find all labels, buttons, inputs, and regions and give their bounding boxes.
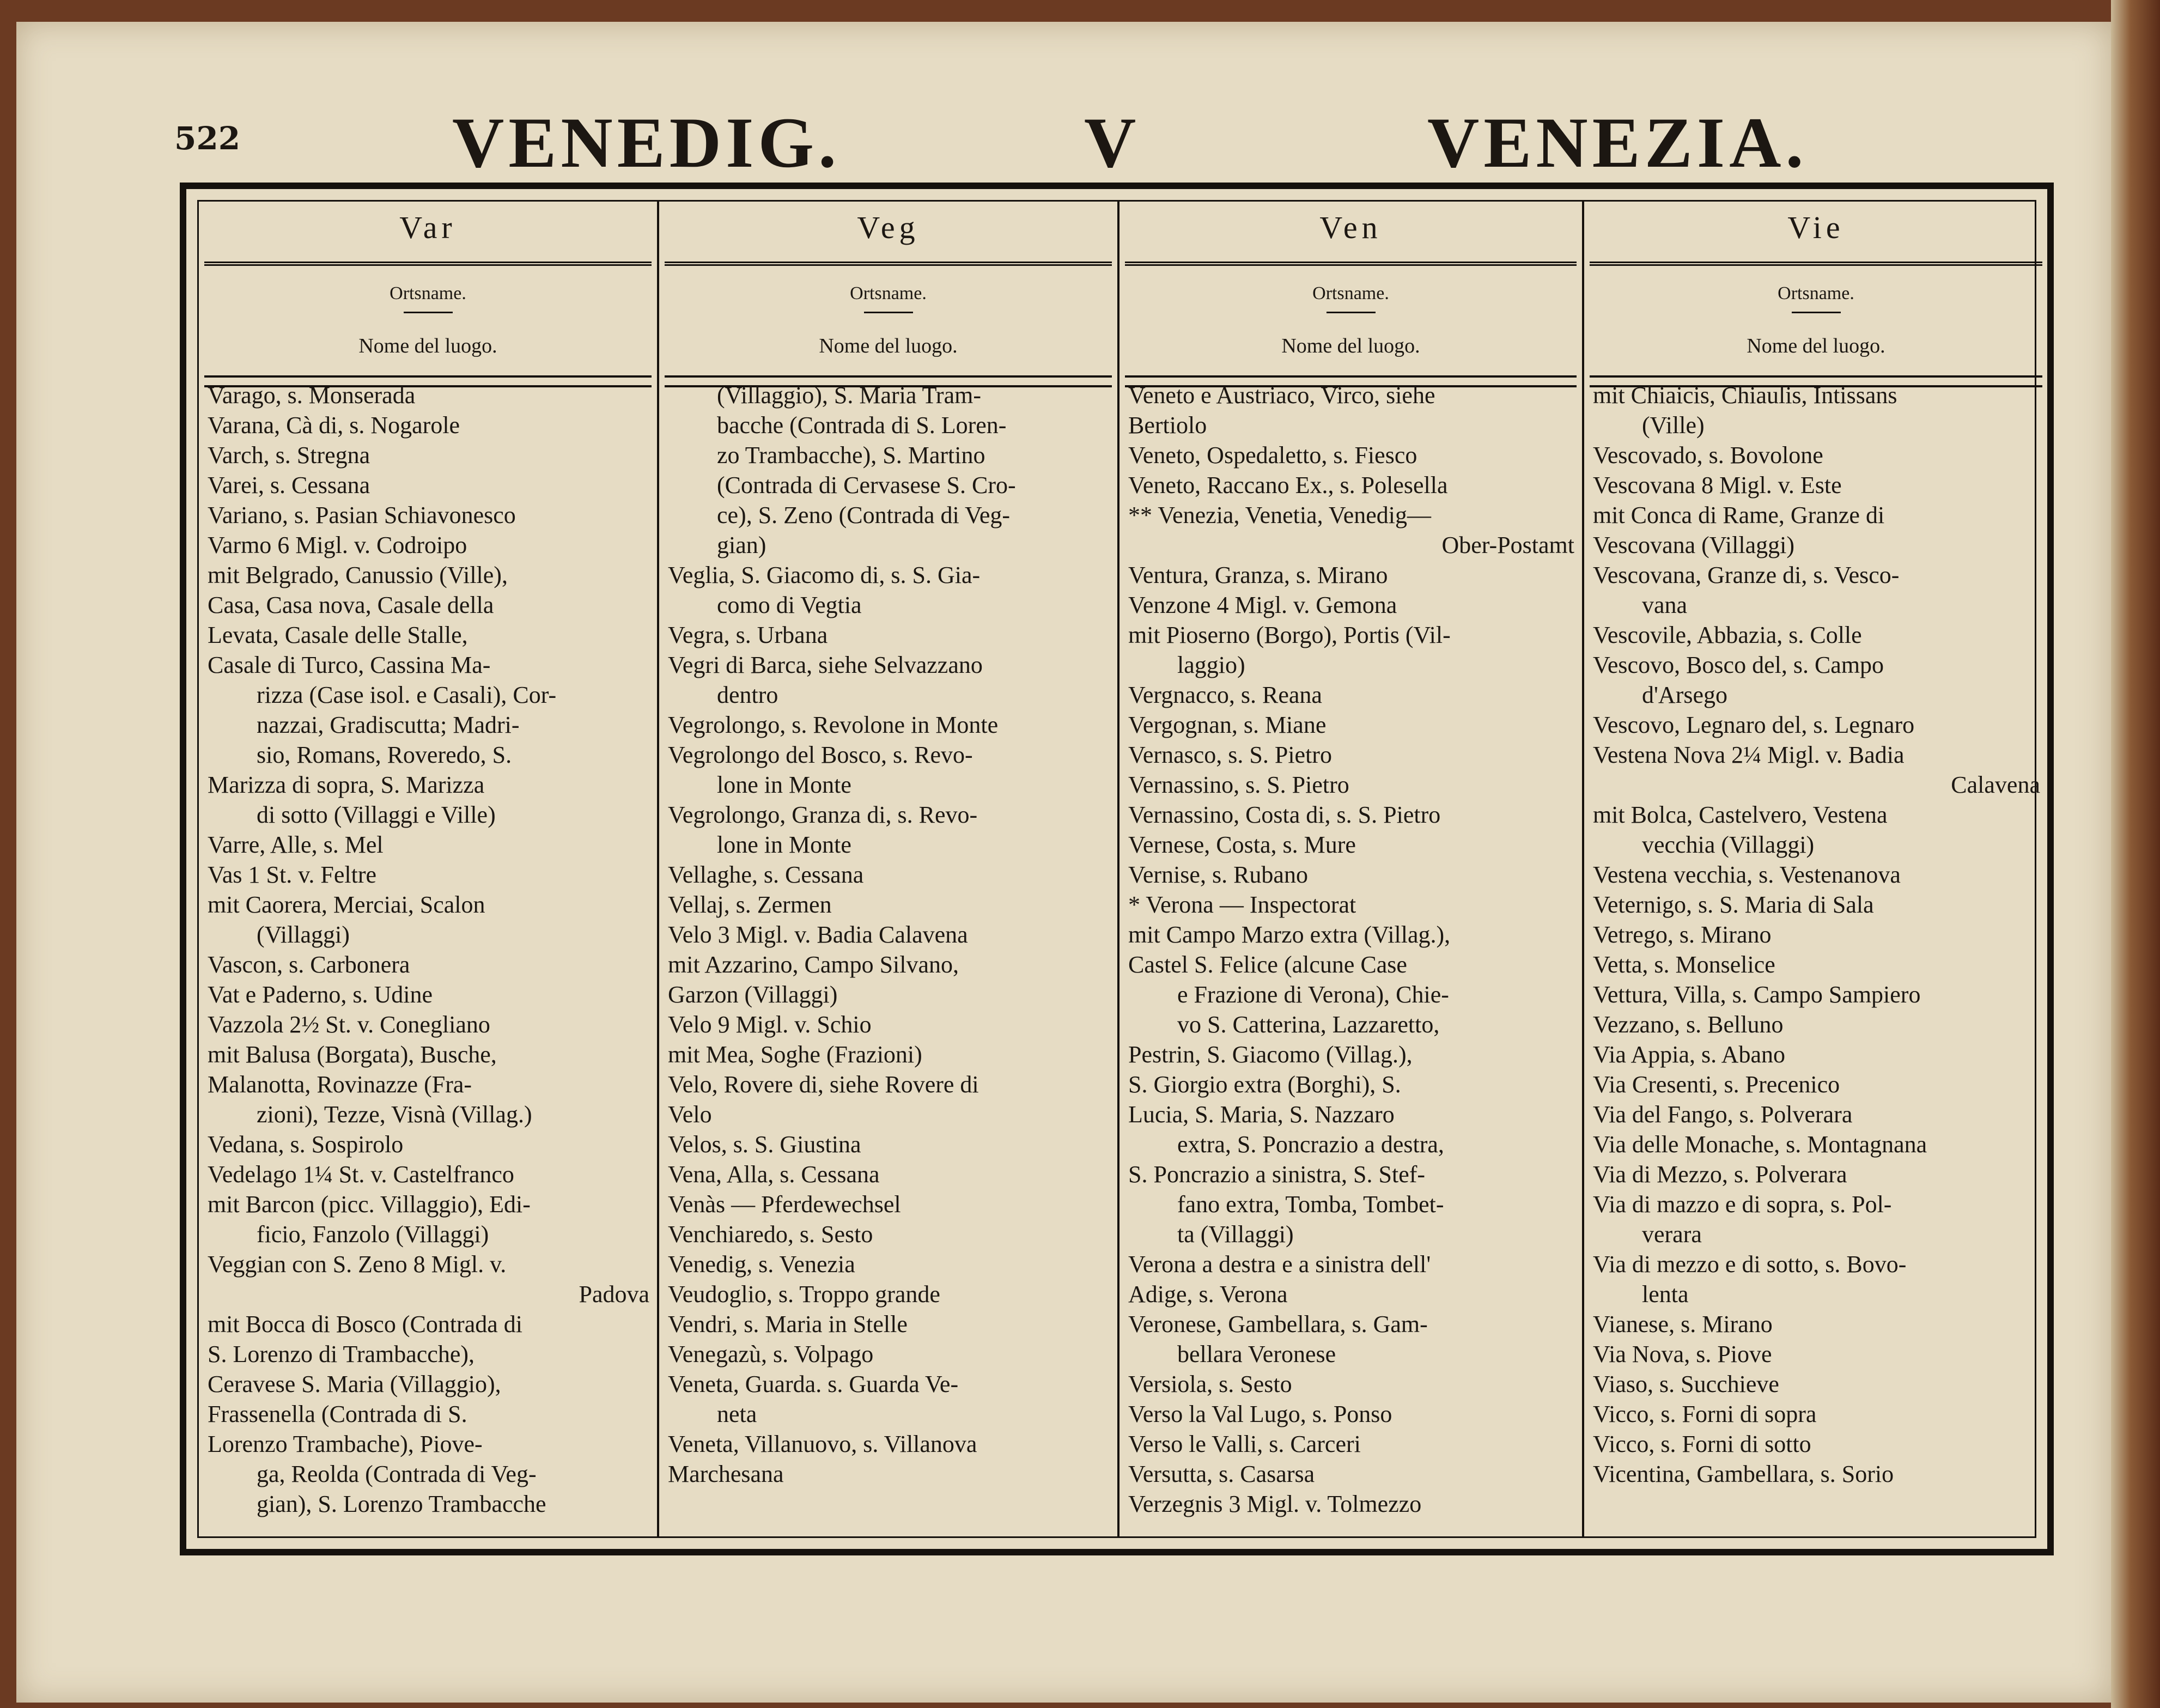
column-heading: Vie [1590, 202, 2042, 266]
entry-line: vana [1642, 592, 1688, 618]
entry-line: Adige, s. Verona [1128, 1281, 1288, 1308]
entry-line: zo Trambacche), S. Martino [717, 442, 985, 469]
entry-line: Venzone 4 Migl. v. Gemona [1128, 592, 1397, 618]
divider [1792, 312, 1841, 313]
entry-line: Verso la Val Lugo, s. Ponso [1128, 1401, 1392, 1427]
entry-line: Marchesana [668, 1461, 784, 1487]
entry-line: neta [717, 1401, 757, 1427]
page-header [16, 87, 2111, 185]
entry-line: Varana, Cà di, s. Nogarole [208, 412, 460, 439]
header-left-word: VENEDIG. [452, 102, 841, 183]
entry-line: Verzegnis 3 Migl. v. Tolmezzo [1128, 1491, 1422, 1517]
entry-line: Vazzola 2½ St. v. Conegliano [208, 1011, 490, 1038]
entry-line: di sotto (Villaggi e Ville) [257, 801, 496, 828]
entry-line: mit Pioserno (Borgo), Portis (Vil- [1128, 622, 1451, 648]
column-heading: Ven [1125, 202, 1577, 266]
entry-line: ta (Villaggi) [1177, 1221, 1294, 1248]
entry-line: Varago, s. Monserada [208, 382, 416, 409]
column-subheading-de: Ortsname. [390, 283, 466, 303]
entry-line: mit Conca di Rame, Granze di [1593, 502, 1885, 528]
book-page [16, 22, 2111, 1703]
entry-line: mit Campo Marzo extra (Villag.), [1128, 921, 1451, 948]
entry-line: Vegrolongo, s. Revolone in Monte [668, 712, 999, 738]
entry-line: Venàs — Pferdewechsel [668, 1191, 901, 1218]
column-subheading-it: Nome del luogo. [1747, 335, 1885, 357]
entry-line: Veglia, S. Giacomo di, s. S. Gia- [668, 562, 981, 588]
entry-line: (Ville) [1642, 412, 1705, 439]
entry-line: e Frazione di Verona), Chie- [1177, 981, 1449, 1008]
entry-line: Variano, s. Pasian Schiavonesco [208, 502, 516, 528]
entry-line: mit Chiaicis, Chiaulis, Intissans [1593, 382, 1897, 409]
entry-line: mit Caorera, Merciai, Scalon [208, 891, 485, 918]
entry-line: Veudoglio, s. Troppo grande [668, 1281, 940, 1308]
entry-line: vecchia (Villaggi) [1642, 831, 1815, 858]
entry-line: Garzon (Villaggi) [668, 981, 838, 1008]
entry-line: sio, Romans, Roveredo, S. [257, 741, 512, 768]
entry-line: Vicentina, Gambellara, s. Sorio [1593, 1461, 1894, 1487]
page-number: 522 [174, 120, 241, 157]
entry-line: (Contrada di Cervasese S. Cro- [717, 472, 1016, 499]
entry-line: gian), S. Lorenzo Trambacche [257, 1491, 546, 1517]
entry-line: * Verona — Inspectorat [1128, 891, 1356, 918]
entry-line: Velo 9 Migl. v. Schio [668, 1011, 872, 1038]
entry-line: Versiola, s. Sesto [1128, 1371, 1292, 1397]
entry-line: Venchiaredo, s. Sesto [668, 1221, 873, 1248]
table-frame [180, 183, 2054, 1555]
entry-line: Vedana, s. Sospirolo [208, 1131, 404, 1158]
entry-line: S. Poncrazio a sinistra, S. Stef- [1128, 1161, 1426, 1188]
entry-line: Padova [579, 1281, 649, 1308]
entry-line: Pestrin, S. Giacomo (Villag.), [1128, 1041, 1413, 1068]
entry-line: Lucia, S. Maria, S. Nazzaro [1128, 1101, 1395, 1128]
column-subheading-it: Nome del luogo. [358, 335, 497, 357]
column-subheading-de: Ortsname. [1312, 283, 1389, 303]
entry-line: Varch, s. Stregna [208, 442, 370, 469]
entry-line: Veternigo, s. S. Maria di Sala [1593, 891, 1874, 918]
entry-line: Venegazù, s. Volpago [668, 1341, 874, 1367]
entry-line: gian) [717, 532, 766, 558]
entry-line: d'Arsego [1642, 682, 1728, 708]
entry-list [1119, 380, 1582, 1519]
entry-line: laggio) [1177, 652, 1245, 678]
entry-line: lone in Monte [717, 771, 851, 798]
entry-line: dentro [717, 682, 778, 708]
entry-line: Veneta, Villanuovo, s. Villanova [668, 1431, 977, 1457]
entry-line: Verona a destra e a sinistra dell' [1128, 1251, 1431, 1278]
entry-line: mit Azzarino, Campo Silvano, [668, 951, 959, 978]
entry-line: Venedig, s. Venezia [668, 1251, 855, 1278]
entry-line: Velo 3 Migl. v. Badia Calavena [668, 921, 968, 948]
entry-line: ** Venezia, Venetia, Venedig— [1128, 502, 1431, 528]
entry-line: (Villaggi) [257, 921, 350, 948]
entry-line: Varmo 6 Migl. v. Codroipo [208, 532, 467, 558]
entry-line: Bertiolo [1128, 412, 1207, 439]
column-vie [1584, 202, 2048, 1536]
entry-line: mit Belgrado, Canussio (Ville), [208, 562, 508, 588]
entry-line: bacche (Contrada di S. Loren- [717, 412, 1007, 439]
column-var [199, 202, 659, 1536]
entry-line: Veneta, Guarda. s. Guarda Ve- [668, 1371, 959, 1397]
entry-line: Via Cresenti, s. Precenico [1593, 1071, 1840, 1098]
entry-line: Vernassino, Costa di, s. S. Pietro [1128, 801, 1441, 828]
entry-line: mit Bocca di Bosco (Contrada di [208, 1311, 522, 1338]
entry-line: Calavena [1951, 771, 2040, 798]
entry-line: Via delle Monache, s. Montagnana [1593, 1131, 1927, 1158]
entry-line: S. Giorgio extra (Borghi), S. [1128, 1071, 1401, 1098]
entry-line: Vas 1 St. v. Feltre [208, 861, 377, 888]
entry-line: Via Nova, s. Piove [1593, 1341, 1772, 1367]
entry-line: S. Lorenzo di Trambacche), [208, 1341, 474, 1367]
entry-line: Casale di Turco, Cassina Ma- [208, 652, 491, 678]
entry-line: mit Balusa (Borgata), Busche, [208, 1041, 497, 1068]
entry-line: Ober-Postamt [1441, 532, 1574, 558]
entry-line: Vascon, s. Carbonera [208, 951, 410, 978]
entry-line: Verso le Valli, s. Carceri [1128, 1431, 1361, 1457]
entry-line: Castel S. Felice (alcune Case [1128, 951, 1407, 978]
entry-line: Vellaghe, s. Cessana [668, 861, 864, 888]
entry-line: Vezzano, s. Belluno [1593, 1011, 1784, 1038]
entry-line: Vernese, Costa, s. Mure [1128, 831, 1356, 858]
entry-line: nazzai, Gradiscutta; Madri- [257, 712, 520, 738]
column-veg [659, 202, 1119, 1536]
entry-line: Vescovana, Granze di, s. Vesco- [1593, 562, 1900, 588]
entry-line: Vestena vecchia, s. Vestenanova [1593, 861, 1901, 888]
entry-line: Vescovana (Villaggi) [1593, 532, 1795, 558]
book-spine [2111, 0, 2160, 1708]
entry-line: mit Bolca, Castelvero, Vestena [1593, 801, 1888, 828]
entry-line: Vernassino, s. S. Pietro [1128, 771, 1349, 798]
entry-line: Varei, s. Cessana [208, 472, 370, 499]
entry-line: Via di mezzo e di sotto, s. Bovo- [1593, 1251, 1907, 1278]
column-subheading-it: Nome del luogo. [1281, 335, 1420, 357]
entry-line: Vianese, s. Mirano [1593, 1311, 1773, 1338]
entry-line: Vergognan, s. Miane [1128, 712, 1327, 738]
entry-line: (Villaggio), S. Maria Tram- [717, 382, 981, 409]
entry-line: Via Appia, s. Abano [1593, 1041, 1785, 1068]
entry-line: zioni), Tezze, Visnà (Villag.) [257, 1101, 532, 1128]
column-subheading-de: Ortsname. [850, 283, 927, 303]
entry-list [1584, 380, 2048, 1489]
entry-line: Vernasco, s. S. Pietro [1128, 741, 1332, 768]
table-inner [197, 200, 2040, 1538]
entry-line: Versutta, s. Casarsa [1128, 1461, 1315, 1487]
entry-line: Veneto, Raccano Ex., s. Polesella [1128, 472, 1448, 499]
entry-line: Vetta, s. Monselice [1593, 951, 1775, 978]
entry-line: Vernise, s. Rubano [1128, 861, 1308, 888]
entry-line: verara [1642, 1221, 1702, 1248]
column-ven [1119, 202, 1584, 1536]
entry-line: extra, S. Poncrazio a destra, [1177, 1131, 1444, 1158]
entry-list [199, 380, 657, 1519]
entry-line: lenta [1642, 1281, 1689, 1308]
entry-line: Ventura, Granza, s. Mirano [1128, 562, 1388, 588]
header-right-word: VENEZIA. [1427, 102, 1808, 183]
entry-line: ficio, Fanzolo (Villaggi) [257, 1221, 489, 1248]
entry-line: Veronese, Gambellara, s. Gam- [1128, 1311, 1428, 1338]
entry-line: mit Barcon (picc. Villaggio), Edi- [208, 1191, 531, 1218]
entry-line: Vegrolongo del Bosco, s. Revo- [668, 741, 973, 768]
entry-line: Marizza di sopra, S. Marizza [208, 771, 485, 798]
entry-line: Vegrolongo, Granza di, s. Revo- [668, 801, 978, 828]
entry-line: Veggian con S. Zeno 8 Migl. v. [208, 1251, 507, 1278]
entry-line: Vicco, s. Forni di sopra [1593, 1401, 1817, 1427]
divider [864, 312, 913, 313]
entry-line: Vellaj, s. Zermen [668, 891, 832, 918]
entry-line: Vedelago 1¼ St. v. Castelfranco [208, 1161, 514, 1188]
entry-line: Via di Mezzo, s. Polverara [1593, 1161, 1847, 1188]
entry-line: Veneto, Ospedaletto, s. Fiesco [1128, 442, 1417, 469]
entry-line: Vegri di Barca, siehe Selvazzano [668, 652, 983, 678]
entry-line: Veneto e Austriaco, Virco, siehe [1128, 382, 1435, 409]
entry-line: Vescovo, Legnaro del, s. Legnaro [1593, 712, 1915, 738]
divider [404, 312, 453, 313]
entry-line: Vescovado, s. Bovolone [1593, 442, 1823, 469]
entry-line: Viaso, s. Succhieve [1593, 1371, 1779, 1397]
entry-line: Velos, s. S. Giustina [668, 1131, 861, 1158]
entry-line: Velo [668, 1101, 712, 1128]
entry-line: Lorenzo Trambache), Piove- [208, 1431, 483, 1457]
entry-list [659, 380, 1117, 1489]
entry-line: Vergnacco, s. Reana [1128, 682, 1322, 708]
entry-line: Vescovana 8 Migl. v. Este [1593, 472, 1842, 499]
entry-line: lone in Monte [717, 831, 851, 858]
entry-line: Via del Fango, s. Polverara [1593, 1101, 1853, 1128]
entry-line: Vendri, s. Maria in Stelle [668, 1311, 908, 1338]
entry-line: ga, Reolda (Contrada di Veg- [257, 1461, 537, 1487]
entry-line: Vescovo, Bosco del, s. Campo [1593, 652, 1884, 678]
entry-line: Frassenella (Contrada di S. [208, 1401, 467, 1427]
entry-line: Vettura, Villa, s. Campo Sampiero [1593, 981, 1921, 1008]
entry-line: fano extra, Tomba, Tombet- [1177, 1191, 1444, 1218]
entry-line: Vetrego, s. Mirano [1593, 921, 1772, 948]
entry-line: Varre, Alle, s. Mel [208, 831, 384, 858]
entry-line: Ceravese S. Maria (Villaggio), [208, 1371, 501, 1397]
entry-line: Casa, Casa nova, Casale della [208, 592, 494, 618]
entry-line: vo S. Catterina, Lazzaretto, [1177, 1011, 1440, 1038]
column-subheading-de: Ortsname. [1778, 283, 1854, 303]
entry-line: Vat e Paderno, s. Udine [208, 981, 433, 1008]
entry-line: Velo, Rovere di, siehe Rovere di [668, 1071, 979, 1098]
column-subheading-it: Nome del luogo. [819, 335, 958, 357]
entry-line: Vegra, s. Urbana [668, 622, 828, 648]
divider [1327, 312, 1376, 313]
header-center-letter: V [1084, 102, 1141, 183]
entry-line: Vestena Nova 2¼ Migl. v. Badia [1593, 741, 1905, 768]
entry-line: Levata, Casale delle Stalle, [208, 622, 468, 648]
entry-line: como di Vegtia [717, 592, 862, 618]
column-heading: Var [204, 202, 652, 266]
column-heading: Veg [665, 202, 1112, 266]
entry-line: Via di mazzo e di sopra, s. Pol- [1593, 1191, 1892, 1218]
entry-line: ce), S. Zeno (Contrada di Veg- [717, 502, 1011, 528]
entry-line: rizza (Case isol. e Casali), Cor- [257, 682, 557, 708]
entry-line: bellara Veronese [1177, 1341, 1336, 1367]
entry-line: mit Mea, Soghe (Frazioni) [668, 1041, 922, 1068]
entry-line: Vescovile, Abbazia, s. Colle [1593, 622, 1862, 648]
entry-line: Vicco, s. Forni di sotto [1593, 1431, 1811, 1457]
entry-line: Malanotta, Rovinazze (Fra- [208, 1071, 472, 1098]
entry-line: Vena, Alla, s. Cessana [668, 1161, 880, 1188]
